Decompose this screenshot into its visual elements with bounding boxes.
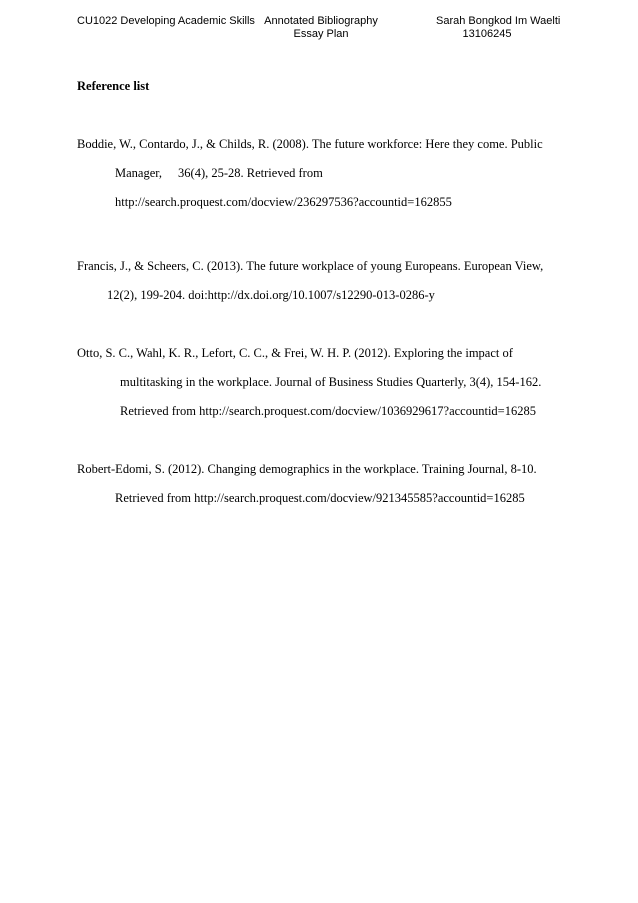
header-title bbox=[262, 15, 380, 41]
page-heading: Reference list bbox=[77, 79, 150, 93]
header-student-id: 13106245 bbox=[462, 28, 512, 40]
reference-2-line-2: 12(2), 199-204. doi:http://dx.doi.org/10.1007/s12290-013-0286-y bbox=[107, 288, 435, 302]
reference-1-url[interactable]: http://search.proquest.com/docview/236297536?accountid=162855 bbox=[115, 195, 452, 209]
header-course: CU1022 Developing Academic Skills bbox=[77, 15, 255, 27]
reference-4-line-1: Robert-Edomi, S. (2012). Changing demographics in the workplace. Training Journal, 8-10. bbox=[77, 462, 537, 476]
header-author-name: Sarah Bongkod Im Waelti bbox=[436, 15, 561, 27]
reference-3-line-2: multitasking in the workplace. Journal of Business Studies Quarterly, 3(4), 154-162. bbox=[120, 375, 542, 389]
reference-4-url[interactable]: Retrieved from http://search.proquest.com/docview/921345585?accountid=16285 bbox=[115, 491, 525, 505]
header-title-line2: Essay Plan bbox=[293, 28, 349, 40]
header-title-line1: Annotated Bibliography bbox=[264, 15, 378, 27]
reference-1-line-2 bbox=[115, 166, 323, 181]
header-author bbox=[436, 15, 561, 41]
reference-2-line-1: Francis, J., & Scheers, C. (2013). The future workplace of young Europeans. European View, bbox=[77, 259, 544, 273]
reference-1-line-2b: 36(4), 25-28. Retrieved from bbox=[178, 166, 323, 180]
reference-3-line-1: Otto, S. C., Wahl, K. R., Lefort, C. C., & Frei, W. H. P. (2012). Exploring the impact of bbox=[77, 346, 513, 360]
reference-1-line-2a: Manager, bbox=[115, 166, 163, 180]
reference-1-line-1: Boddie, W., Contardo, J., & Childs, R. (2008). The future workforce: Here they come. Public bbox=[77, 137, 543, 151]
reference-3-url[interactable]: Retrieved from http://search.proquest.com/docview/1036929617?accountid=16285 bbox=[120, 404, 536, 418]
